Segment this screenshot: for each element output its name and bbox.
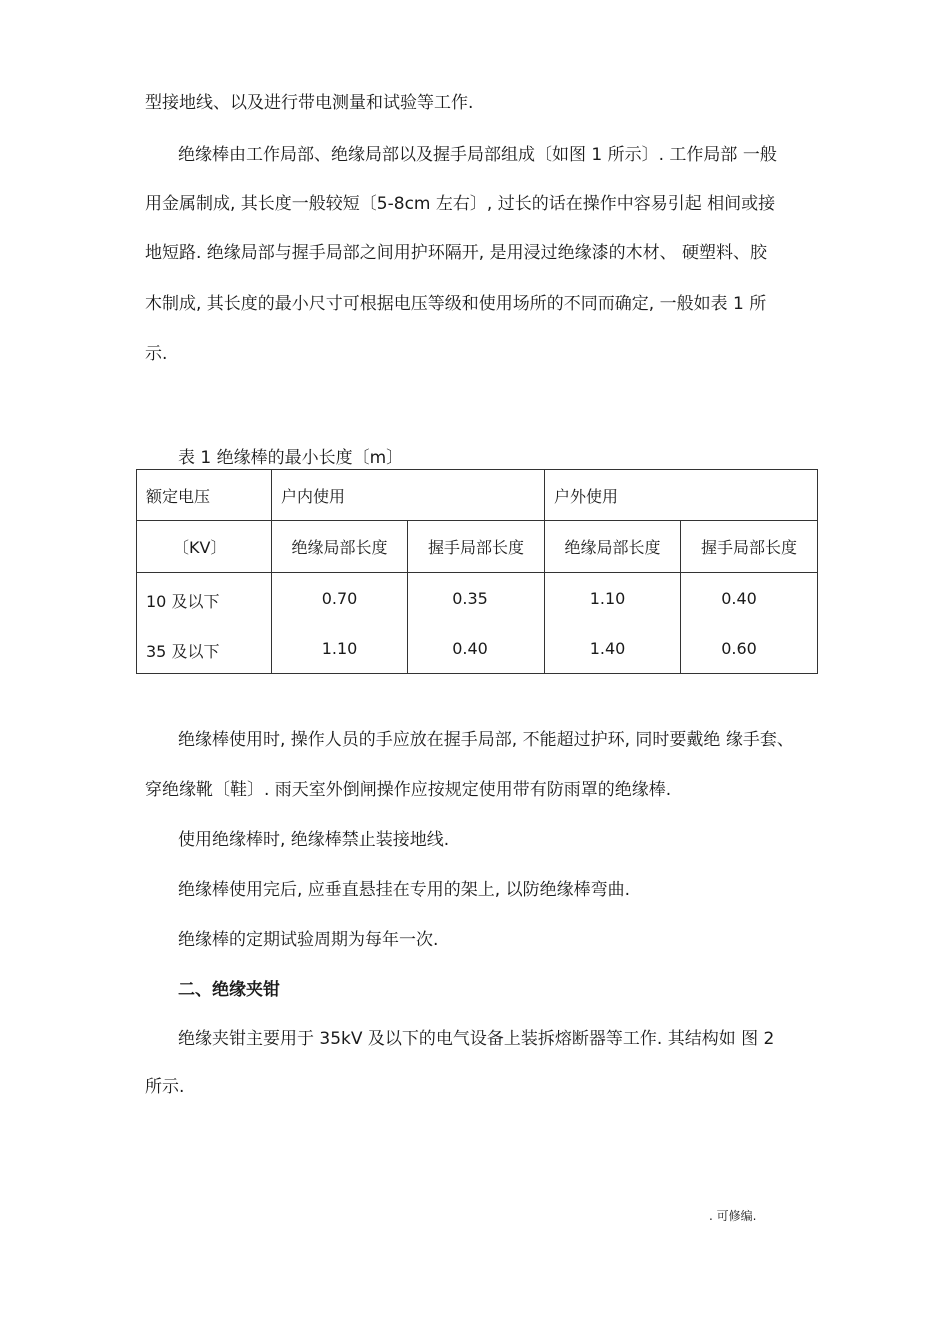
- indoor-header: 户内使用: [272, 470, 545, 521]
- paragraph-line: 型接地线、以及进行带电测量和试验等工作.: [145, 93, 474, 113]
- row-label: 10 及以下: [146, 592, 220, 611]
- min-length-table: [136, 469, 818, 674]
- value-cell: [681, 573, 818, 674]
- column-header: 绝缘局部长度: [545, 521, 681, 573]
- value-cell: [545, 573, 681, 674]
- paragraph-line: 木制成, 其长度的最小尺寸可根据电压等级和使用场所的不同而确定, 一般如表 1 所: [145, 294, 767, 314]
- column-header: 绝缘局部长度: [272, 521, 408, 573]
- table-value: 0.40: [452, 639, 488, 658]
- paragraph-line: 示.: [145, 344, 168, 364]
- paragraph-line: 所示.: [145, 1077, 185, 1097]
- row-label: 35 及以下: [146, 642, 220, 661]
- paragraph-line: 绝缘棒由工作局部、绝缘局部以及握手局部组成〔如图 1 所示〕. 工作局部 一般: [178, 145, 777, 165]
- paragraph-line: 绝缘棒使用完后, 应垂直悬挂在专用的架上, 以防绝缘棒弯曲.: [178, 880, 631, 900]
- column-header: 握手局部长度: [681, 521, 818, 573]
- paragraph-line: 地短路. 绝缘局部与握手局部之间用护环隔开, 是用浸过绝缘漆的木材、 硬塑料、胶: [145, 243, 768, 263]
- table-value: 1.10: [589, 589, 626, 608]
- section-heading: 二、绝缘夹钳: [178, 980, 280, 1000]
- column-header: 握手局部长度: [408, 521, 545, 573]
- page-footer: . 可修编.: [709, 1209, 757, 1223]
- paragraph-line: 绝缘棒的定期试验周期为每年一次.: [178, 930, 439, 950]
- paragraph-line: 穿绝缘靴〔鞋〕. 雨天室外倒闸操作应按规定使用带有防雨罩的绝缘棒.: [145, 780, 672, 800]
- rated-voltage-header: [137, 470, 272, 521]
- paragraph-line: 绝缘棒使用时, 操作人员的手应放在握手局部, 不能超过护环, 同时要戴绝 缘手套、: [178, 730, 794, 750]
- paragraph-line: 使用绝缘棒时, 绝缘棒禁止装接地线.: [178, 830, 450, 850]
- paragraph-line: 用金属制成, 其长度一般较短〔5-8cm 左右〕, 过长的话在操作中容易引起 相间或接: [145, 194, 776, 214]
- paragraph-line: 绝缘夹钳主要用于 35kV 及以下的电气设备上装拆熔断器等工作. 其结构如 图 2: [178, 1029, 775, 1049]
- row-label-cell: [137, 573, 272, 674]
- table-value: 0.35: [452, 589, 488, 608]
- rated-voltage-label: 额定电压: [146, 486, 211, 506]
- table-value: 1.10: [321, 639, 358, 658]
- table-value: 0.60: [721, 639, 757, 658]
- unit-cell: 〔KV〕: [137, 521, 272, 573]
- table-value: 0.70: [321, 589, 358, 608]
- table-caption: 表 1 绝缘棒的最小长度〔m〕: [178, 448, 404, 468]
- table-value: 0.40: [721, 589, 757, 608]
- outdoor-header: 户外使用: [545, 470, 818, 521]
- value-cell: [408, 573, 545, 674]
- table-value: 1.40: [589, 639, 626, 658]
- value-cell: [272, 573, 408, 674]
